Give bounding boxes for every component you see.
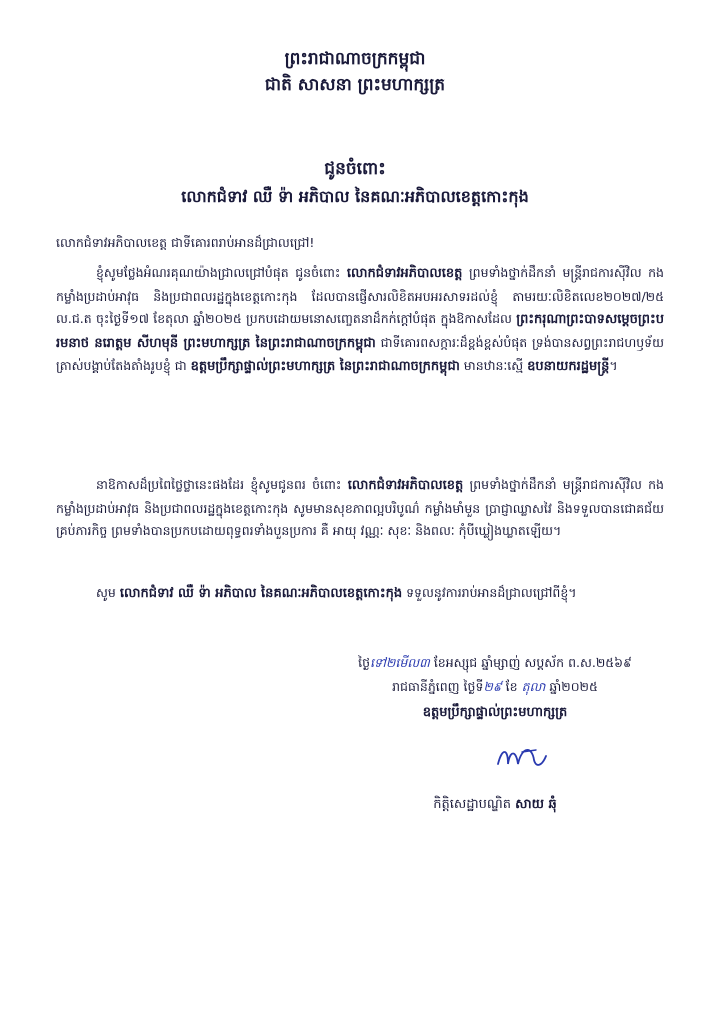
solar-date-day: ២៩ [483,679,502,694]
solar-date-mid: ខែ [501,679,522,694]
solar-date-rest: ឆ្នាំ២០២៥ [545,679,598,694]
p2-text-2: ព្រមទាំងថ្នាក់ដឹកនាំ មន្ត្រីរាជការស៊ីវិល កងកម្លាំងប្រដាប់អាវុធ និងប្រជាពលរដ្ឋក្នុងខេត្តកោះកុង សូមមានសុខភាពល្អបរិបូណ៌ កម្លាំងមាំមួន ប្រាជ្ញាឈ្លាសវៃ និងទទួលបានជោគជ័យគ្រប់ភារកិច្ច ព្រមទាំងបានប្រកបដោយពុទ្ធពរទាំងបួនប្រការ គឺ អាយុ វណ្ណៈ សុខៈ និងពលៈ កុំបីឃ្លៀងឃ្លាតឡើយ។ [56,477,664,538]
addressee-label: ជូនចំពោះ [324,159,386,179]
p1-text-2: ព្រមទាំងថ្នាក់ដឹកនាំ មន្ត្រីរាជការស៊ីវិល កងកម្លាំងប្រដាប់អាវុធ និងប្រជាពលរដ្ឋក្នុងខេត្តកោះកុង ដែលបានផ្ញើសារលិខិតអបអរសាទរដល់ខ្ញុំ តាមរយៈលិខិតលេខ២០២៧/២៥ ល.ជ.ត ចុះថ្ងៃទី១៧ ខែតុលា ឆ្នាំ២០២៥ ប្រកបដោយមនោសញ្ចេតនាដ៏កក់ក្តៅបំផុត ក្នុងឱកាសដែល [56,265,664,326]
body-paragraph-1 [56,262,664,379]
signer-title: ឧត្តមប្រឹក្សាផ្ទាល់ព្រះមហាក្សត្រ [422,705,568,720]
p3-bold-1: លោកជំទាវ ឈឺ ទ៉ា អភិបាល នៃគណៈអភិបាលខេត្តកោះកុង [119,586,403,601]
p1-bold-3: ឧត្តមប្រឹក្សាផ្ទាល់ព្រះមហាក្សត្រ នៃព្រះរាជាណាចក្រកម្ពុជា [190,359,460,374]
signer-name [300,796,690,815]
lunar-date-rest: ខែអស្សុជ ឆ្នាំម្សាញ់ សប្តស័ក ព.ស.២៥៦៩ [429,655,632,670]
p2-bold-1: លោកជំទាវអភិបាលខេត្ត [347,478,464,493]
p1-bold-4: ឧបនាយករដ្ឋមន្ត្រី [527,359,610,374]
body-paragraph-2 [56,474,664,543]
p1-text-1: ខ្ញុំសូមថ្លែងអំណរគុណយ៉ាងជ្រាលជ្រៅបំផុត ជូនចំពោះ [96,265,347,280]
salutation: លោកជំទាវអភិបាលខេត្ត ជាទីគោរពរាប់អានដ៏ជ្រាលជ្រៅ! [56,235,315,250]
p1-text-4: មានឋានៈស្មើ [459,358,528,373]
p1-bold-2: ព្រះករុណាព្រះបាទសម្តេចព្រះបរមនាថ នរោត្តម សីហមុនី ព្រះមហាក្សត្រ នៃព្រះរាជាណាចក្រកម្ពុជា [56,312,664,351]
national-motto: ជាតិ សាសនា ព្រះមហាក្សត្រ [264,75,446,95]
addressee-recipient: លោកជំទាវ ឈឺ ទ៉ា អភិបាល នៃគណៈអភិបាលខេត្តកោះកុង [181,187,529,206]
signature-mark [492,738,552,778]
p2-text-1: នាឱកាសដ៏ប្រពៃថ្លៃថ្លានេះផងដែរ ខ្ញុំសូមជូនពរ ចំពោះ [96,477,348,492]
lunar-date [300,652,690,674]
signer-name-prefix: កិត្តិសេដ្ឋាបណ្ឌិត [433,797,516,812]
lunar-date-prefix: ថ្ងៃ [358,655,371,670]
p3-text-2: ទទួលនូវការរាប់អានដ៏ជ្រាលជ្រៅពីខ្ញុំ។ [402,585,577,600]
lunar-date-handwritten: ទៅ២មើល៣ [370,655,430,670]
p1-text-3: ជាទីគោរពសក្ការៈដ៏ខ្ពង់ខ្ពស់បំផុត ទ្រង់បានសព្វព្រះរាជហឫទ័យត្រាស់បង្គាប់តែងតាំងរូបខ្ញុំ ជា [56,334,664,373]
solar-date-prefix: រាជធានីភ្នំពេញ ថ្ងៃទី [392,679,484,694]
body-paragraph-3 [56,582,664,606]
solar-date [300,676,690,698]
p1-bold-1: លោកជំទាវអភិបាលខេត្ត [346,266,463,281]
p1-text-5: ។ [609,358,618,373]
solar-date-month: តុលា [521,679,546,694]
kingdom-title: ព្រះរាជាណាចក្រកម្ពុជា [284,49,426,69]
signer-name-value: សាយ ឆុំ [515,797,557,812]
p3-text-1: សូម [96,585,120,600]
